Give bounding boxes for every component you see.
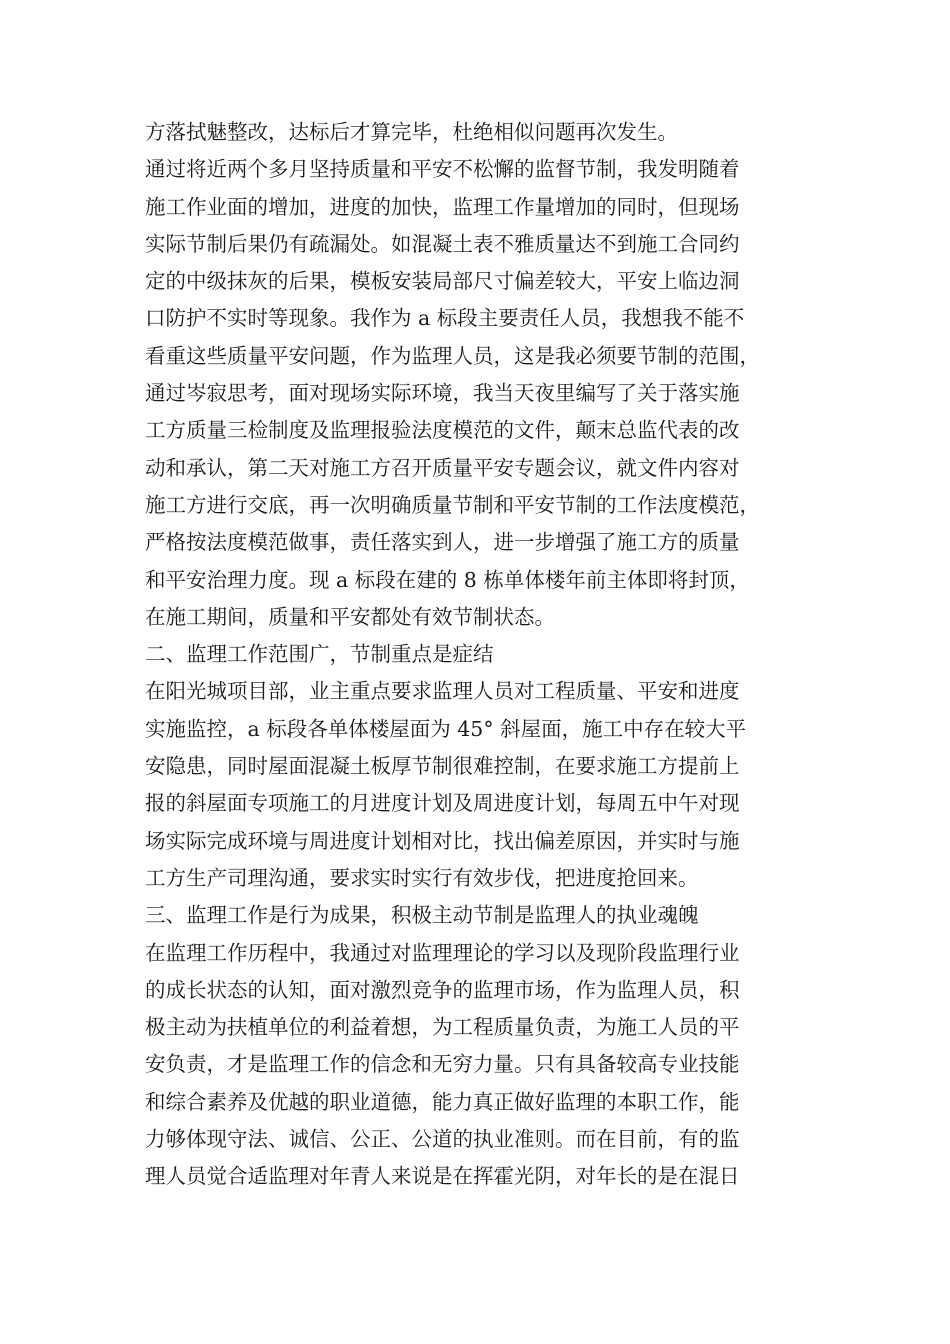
text-line: 极主动为扶植单位的利益着想，为工程质量负责，为施工人员的平: [145, 1015, 740, 1040]
body-text: [145, 114, 835, 1196]
text-line: 施工方进行交底，再一次明确质量节制和平安节制的工作法度模范，: [145, 492, 760, 517]
text-line: 报的斜屋面专项施工的月进度计划及周进度计划，每周五中午对现: [145, 791, 740, 816]
text-line: 通过将近两个多月坚持质量和平安不松懈的监督节制，我发明随着: [145, 157, 740, 182]
section-heading: 二、监理工作范围广，节制重点是症结: [145, 642, 494, 667]
text-line: 动和承认，第二天对施工方召开质量平安专题会议，就文件内容对: [145, 455, 740, 480]
text-line: 严格按法度模范做事，责任落实到人，进一步增强了施工方的质量: [145, 530, 740, 555]
text-line: 在施工期间，质量和平安都处有效节制状态。: [145, 604, 555, 629]
text-line: 定的中级抹灰的后果，模板安装局部尺寸偏差较大，平安上临边洞: [145, 269, 740, 294]
text-line: 和综合素养及优越的职业道德，能力真正做好监理的本职工作，能: [145, 1089, 740, 1114]
text-line: 力够体现守法、诚信、公正、公道的执业准则。而在目前，有的监: [145, 1127, 740, 1152]
text-line: 和平安治理力度。现 a 标段在建的 8 栋单体楼年前主体即将封顶，: [145, 567, 750, 592]
text-line: 工方生产司理沟通，要求实时实行有效步伐，把进度抢回来。: [145, 865, 699, 890]
text-line: 实际节制后果仍有疏漏处。如混凝土表不雅质量达不到施工合同约: [145, 231, 740, 256]
text-line: 看重这些质量平安问题，作为监理人员，这是我必须要节制的范围，: [145, 343, 760, 368]
text-line: 通过岑寂思考，面对现场实际环境，我当天夜里编写了关于落实施: [145, 381, 740, 406]
text-line: 的成长状态的认知，面对激烈竞争的监理市场，作为监理人员，积: [145, 977, 740, 1002]
text-line: 实施监控，a 标段各单体楼屋面为 45° 斜屋面，施工中存在较大平: [145, 716, 747, 741]
text-line: 理人员觉合适监理对年青人来说是在挥霍光阴，对年长的是在混日: [145, 1164, 740, 1189]
text-line: 安负责，才是监理工作的信念和无穷力量。只有具备较高专业技能: [145, 1052, 740, 1077]
text-line: 在阳光城项目部，业主重点要求监理人员对工程质量、平安和进度: [145, 679, 740, 704]
text-line: 施工作业面的增加，进度的加快，监理工作量增加的同时，但现场: [145, 194, 740, 219]
text-line: 工方质量三检制度及监理报验法度模范的文件，颠末总监代表的改: [145, 418, 740, 443]
text-line: 安隐患，同时屋面混凝土板厚节制很难控制，在要求施工方提前上: [145, 754, 740, 779]
text-line: 在监理工作历程中，我通过对监理理论的学习以及现阶段监理行业: [145, 940, 740, 965]
text-line: 方落拭魅整改，达标后才算完毕，杜绝相似问题再次发生。: [145, 120, 678, 144]
text-line: 场实际完成环境与周进度计划相对比，找出偏差原因，并实时与施: [145, 828, 740, 853]
section-heading: 三、监理工作是行为成果，积极主动节制是监理人的执业魂魄: [145, 903, 699, 928]
text-line: 口防护不实时等现象。我作为 a 标段主要责任人员，我想我不能不: [145, 306, 745, 331]
